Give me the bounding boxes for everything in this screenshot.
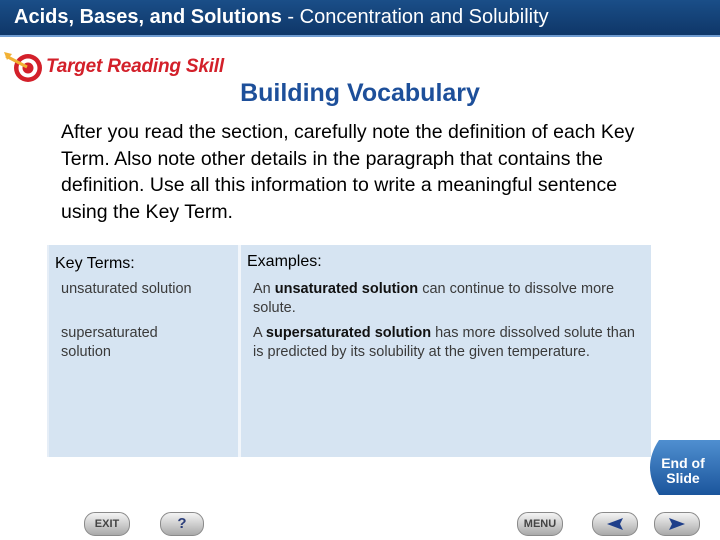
next-button[interactable] xyxy=(654,512,700,536)
chapter-title: Acids, Bases, and Solutions xyxy=(14,6,282,28)
arrow-left-icon xyxy=(607,518,623,530)
examples-header: Examples: xyxy=(247,253,322,270)
example-text-post: has more dissolved solute than is predicted by its solubility at the given temperature. xyxy=(253,325,635,360)
end-of-slide-line1: End of xyxy=(661,455,705,471)
vocabulary-table xyxy=(47,245,651,457)
help-button[interactable]: ? xyxy=(160,512,204,536)
arrow-right-icon xyxy=(669,518,685,530)
term-cell: supersaturated solution xyxy=(61,325,158,360)
menu-button[interactable]: MENU xyxy=(517,512,563,536)
end-of-slide-line2: Slide xyxy=(666,470,700,486)
page-title xyxy=(14,6,549,29)
key-terms-header: Key Terms: xyxy=(55,255,135,272)
instructions-text: After you read the section, carefully note the definition of each Key Term. Also note other details in the paragraph that contains the definition. Use all this information to write a meaningful sentence using the Key Term. xyxy=(61,121,635,223)
example-cell xyxy=(253,324,645,362)
example-cell xyxy=(253,280,645,318)
example-text-pre: An xyxy=(253,281,275,297)
example-term-bold: unsaturated solution xyxy=(274,281,419,297)
term-cell: unsaturated solution xyxy=(61,281,192,297)
end-of-slide-button[interactable] xyxy=(641,440,720,495)
title-bar xyxy=(0,0,720,37)
section-heading: Building Vocabulary xyxy=(240,79,480,107)
end-of-slide-label xyxy=(641,456,720,486)
exit-button[interactable]: EXIT xyxy=(84,512,130,536)
example-text-pre: A xyxy=(253,325,266,341)
title-separator: - xyxy=(281,6,300,28)
header-rule xyxy=(0,35,720,37)
column-divider xyxy=(238,245,241,457)
section-title: Concentration and Solubility xyxy=(299,6,549,28)
example-text-post: can continue to dissolve more solute. xyxy=(253,281,615,316)
example-term-bold: supersaturated solution xyxy=(265,325,432,341)
table-left-border xyxy=(47,245,49,457)
previous-button[interactable] xyxy=(592,512,638,536)
skill-label: Target Reading Skill xyxy=(46,56,224,77)
